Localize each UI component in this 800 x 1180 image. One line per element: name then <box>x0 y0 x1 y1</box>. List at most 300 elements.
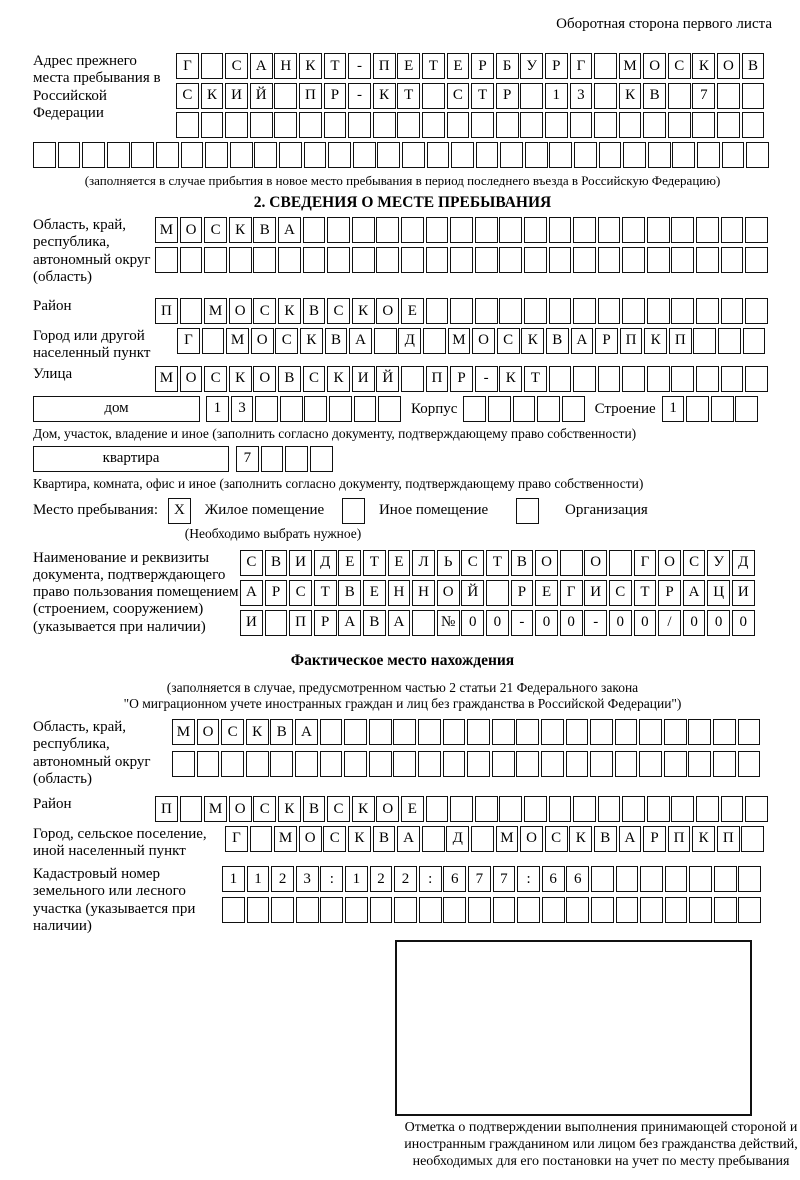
char-cell[interactable]: К <box>229 217 252 243</box>
char-cell[interactable]: Р <box>545 53 568 79</box>
char-cell[interactable]: С <box>240 550 263 576</box>
char-cell[interactable]: К <box>619 83 642 109</box>
char-cell[interactable] <box>412 610 435 636</box>
char-cell[interactable] <box>549 366 572 392</box>
char-cell[interactable] <box>711 396 734 422</box>
char-cell[interactable] <box>310 446 333 472</box>
char-cell[interactable]: Г <box>177 328 200 354</box>
char-cell[interactable]: Д <box>398 328 421 354</box>
char-cell[interactable]: К <box>300 328 323 354</box>
char-cell[interactable]: В <box>253 217 276 243</box>
char-cell[interactable]: : <box>517 866 540 892</box>
char-cell[interactable]: В <box>546 328 569 354</box>
char-cell[interactable] <box>643 112 666 138</box>
char-cell[interactable] <box>688 719 711 745</box>
char-cell[interactable] <box>622 366 645 392</box>
char-cell[interactable]: 0 <box>486 610 509 636</box>
char-cell[interactable]: Р <box>658 580 681 606</box>
char-cell[interactable]: С <box>303 366 326 392</box>
char-cell[interactable] <box>566 719 589 745</box>
char-cell[interactable]: 0 <box>560 610 583 636</box>
char-cell[interactable] <box>295 751 318 777</box>
char-cell[interactable] <box>327 217 350 243</box>
char-cell[interactable] <box>344 751 367 777</box>
char-cell[interactable]: Н <box>412 580 435 606</box>
char-cell[interactable] <box>492 719 515 745</box>
char-cell[interactable]: К <box>692 53 715 79</box>
char-cell[interactable] <box>598 796 621 822</box>
char-cell[interactable] <box>616 897 639 923</box>
char-cell[interactable]: С <box>327 298 350 324</box>
char-cell[interactable] <box>499 247 522 273</box>
char-cell[interactable] <box>696 247 719 273</box>
char-cell[interactable]: К <box>352 796 375 822</box>
char-cell[interactable] <box>426 217 449 243</box>
char-cell[interactable] <box>393 719 416 745</box>
char-cell[interactable]: И <box>584 580 607 606</box>
char-cell[interactable]: О <box>229 796 252 822</box>
char-cell[interactable]: 0 <box>634 610 657 636</box>
char-cell[interactable] <box>369 751 392 777</box>
char-cell[interactable]: К <box>327 366 350 392</box>
char-cell[interactable]: № <box>437 610 460 636</box>
char-cell[interactable]: 0 <box>683 610 706 636</box>
char-cell[interactable] <box>590 719 613 745</box>
char-cell[interactable]: 3 <box>570 83 593 109</box>
char-cell[interactable]: 6 <box>542 866 565 892</box>
char-cell[interactable]: А <box>571 328 594 354</box>
char-cell[interactable] <box>247 897 270 923</box>
char-cell[interactable]: К <box>373 83 396 109</box>
char-cell[interactable] <box>279 142 302 168</box>
char-cell[interactable] <box>468 897 491 923</box>
char-cell[interactable]: К <box>278 298 301 324</box>
char-cell[interactable] <box>696 366 719 392</box>
char-cell[interactable]: С <box>289 580 312 606</box>
char-cell[interactable]: С <box>204 217 227 243</box>
char-cell[interactable]: Р <box>265 580 288 606</box>
char-cell[interactable] <box>672 142 695 168</box>
char-cell[interactable] <box>537 396 560 422</box>
char-cell[interactable] <box>443 897 466 923</box>
char-cell[interactable] <box>718 328 741 354</box>
char-cell[interactable]: 0 <box>609 610 632 636</box>
char-cell[interactable] <box>648 142 671 168</box>
char-cell[interactable]: Т <box>471 83 494 109</box>
char-cell[interactable] <box>475 247 498 273</box>
char-cell[interactable]: М <box>274 826 297 852</box>
char-cell[interactable] <box>513 396 536 422</box>
char-cell[interactable] <box>443 751 466 777</box>
char-cell[interactable] <box>222 897 245 923</box>
char-cell[interactable] <box>516 751 539 777</box>
char-cell[interactable] <box>594 112 617 138</box>
char-cell[interactable]: П <box>155 796 178 822</box>
char-cell[interactable] <box>418 751 441 777</box>
char-cell[interactable]: Г <box>225 826 248 852</box>
char-cell[interactable]: П <box>289 610 312 636</box>
char-cell[interactable] <box>274 112 297 138</box>
char-cell[interactable] <box>176 112 199 138</box>
char-cell[interactable] <box>443 719 466 745</box>
char-cell[interactable] <box>696 217 719 243</box>
char-cell[interactable]: В <box>511 550 534 576</box>
char-cell[interactable] <box>713 719 736 745</box>
char-cell[interactable] <box>201 112 224 138</box>
char-cell[interactable]: Е <box>447 53 470 79</box>
char-cell[interactable] <box>692 112 715 138</box>
char-cell[interactable] <box>697 142 720 168</box>
char-cell[interactable]: М <box>155 366 178 392</box>
char-cell[interactable] <box>327 247 350 273</box>
char-cell[interactable] <box>721 298 744 324</box>
char-cell[interactable] <box>549 142 572 168</box>
char-cell[interactable] <box>250 112 273 138</box>
char-cell[interactable] <box>742 83 765 109</box>
char-cell[interactable]: Н <box>388 580 411 606</box>
char-cell[interactable] <box>373 112 396 138</box>
char-cell[interactable] <box>304 142 327 168</box>
char-cell[interactable]: Р <box>643 826 666 852</box>
char-cell[interactable] <box>401 247 424 273</box>
char-cell[interactable] <box>393 751 416 777</box>
char-cell[interactable]: 2 <box>271 866 294 892</box>
char-cell[interactable] <box>320 897 343 923</box>
char-cell[interactable]: О <box>180 366 203 392</box>
char-cell[interactable] <box>738 751 761 777</box>
char-cell[interactable] <box>717 83 740 109</box>
char-cell[interactable] <box>376 247 399 273</box>
char-cell[interactable] <box>450 796 473 822</box>
char-cell[interactable]: 2 <box>394 866 417 892</box>
char-cell[interactable]: Д <box>732 550 755 576</box>
char-cell[interactable]: 7 <box>236 446 259 472</box>
char-cell[interactable]: П <box>669 328 692 354</box>
char-cell[interactable] <box>304 396 327 422</box>
char-cell[interactable] <box>250 826 273 852</box>
char-cell[interactable]: О <box>535 550 558 576</box>
char-cell[interactable]: Н <box>274 53 297 79</box>
char-cell[interactable]: С <box>221 719 244 745</box>
char-cell[interactable]: С <box>225 53 248 79</box>
char-cell[interactable] <box>246 751 269 777</box>
char-cell[interactable]: А <box>295 719 318 745</box>
char-cell[interactable]: П <box>155 298 178 324</box>
char-cell[interactable] <box>475 796 498 822</box>
char-cell[interactable]: О <box>197 719 220 745</box>
char-cell[interactable] <box>156 142 179 168</box>
char-cell[interactable]: М <box>619 53 642 79</box>
house-type-box[interactable]: дом <box>33 396 200 422</box>
char-cell[interactable]: О <box>437 580 460 606</box>
char-cell[interactable]: В <box>643 83 666 109</box>
char-cell[interactable]: П <box>717 826 740 852</box>
char-cell[interactable] <box>467 751 490 777</box>
char-cell[interactable]: 1 <box>222 866 245 892</box>
char-cell[interactable] <box>598 217 621 243</box>
char-cell[interactable] <box>225 112 248 138</box>
char-cell[interactable] <box>155 247 178 273</box>
char-cell[interactable]: Р <box>314 610 337 636</box>
char-cell[interactable]: К <box>521 328 544 354</box>
char-cell[interactable] <box>560 550 583 576</box>
char-cell[interactable] <box>524 247 547 273</box>
char-cell[interactable]: П <box>620 328 643 354</box>
char-cell[interactable] <box>58 142 81 168</box>
char-cell[interactable] <box>180 298 203 324</box>
char-cell[interactable] <box>566 897 589 923</box>
char-cell[interactable] <box>450 217 473 243</box>
char-cell[interactable] <box>471 112 494 138</box>
char-cell[interactable]: М <box>204 796 227 822</box>
char-cell[interactable] <box>573 366 596 392</box>
char-cell[interactable] <box>422 83 445 109</box>
char-cell[interactable] <box>328 142 351 168</box>
char-cell[interactable]: В <box>338 580 361 606</box>
char-cell[interactable] <box>418 719 441 745</box>
char-cell[interactable] <box>541 751 564 777</box>
char-cell[interactable] <box>689 897 712 923</box>
char-cell[interactable]: Г <box>560 580 583 606</box>
char-cell[interactable]: О <box>658 550 681 576</box>
char-cell[interactable]: Р <box>324 83 347 109</box>
char-cell[interactable] <box>401 217 424 243</box>
char-cell[interactable] <box>520 112 543 138</box>
char-cell[interactable]: В <box>278 366 301 392</box>
char-cell[interactable] <box>665 866 688 892</box>
char-cell[interactable]: М <box>226 328 249 354</box>
char-cell[interactable]: У <box>707 550 730 576</box>
char-cell[interactable] <box>265 610 288 636</box>
char-cell[interactable]: Е <box>401 796 424 822</box>
char-cell[interactable] <box>352 247 375 273</box>
char-cell[interactable] <box>270 751 293 777</box>
char-cell[interactable] <box>324 112 347 138</box>
char-cell[interactable]: А <box>338 610 361 636</box>
char-cell[interactable] <box>344 719 367 745</box>
char-cell[interactable]: Р <box>595 328 618 354</box>
char-cell[interactable]: В <box>373 826 396 852</box>
char-cell[interactable] <box>573 247 596 273</box>
char-cell[interactable] <box>271 897 294 923</box>
char-cell[interactable] <box>713 751 736 777</box>
char-cell[interactable]: К <box>569 826 592 852</box>
char-cell[interactable] <box>422 112 445 138</box>
char-cell[interactable] <box>623 142 646 168</box>
char-cell[interactable] <box>280 396 303 422</box>
char-cell[interactable] <box>475 298 498 324</box>
stay-type-organization-checkbox[interactable] <box>516 498 539 524</box>
char-cell[interactable]: П <box>426 366 449 392</box>
char-cell[interactable] <box>476 142 499 168</box>
char-cell[interactable] <box>205 142 228 168</box>
char-cell[interactable]: 1 <box>662 396 685 422</box>
char-cell[interactable] <box>591 866 614 892</box>
stay-type-residential-checkbox[interactable]: X <box>168 498 191 524</box>
char-cell[interactable] <box>229 247 252 273</box>
char-cell[interactable]: Й <box>376 366 399 392</box>
char-cell[interactable]: И <box>352 366 375 392</box>
char-cell[interactable] <box>640 897 663 923</box>
char-cell[interactable]: К <box>644 328 667 354</box>
char-cell[interactable] <box>524 217 547 243</box>
char-cell[interactable] <box>665 897 688 923</box>
char-cell[interactable]: С <box>204 366 227 392</box>
char-cell[interactable]: В <box>594 826 617 852</box>
char-cell[interactable]: Т <box>486 550 509 576</box>
char-cell[interactable]: Д <box>446 826 469 852</box>
char-cell[interactable] <box>696 796 719 822</box>
char-cell[interactable]: О <box>229 298 252 324</box>
char-cell[interactable]: И <box>225 83 248 109</box>
char-cell[interactable]: В <box>270 719 293 745</box>
char-cell[interactable] <box>721 247 744 273</box>
char-cell[interactable] <box>647 247 670 273</box>
char-cell[interactable]: С <box>545 826 568 852</box>
char-cell[interactable] <box>296 897 319 923</box>
char-cell[interactable]: А <box>388 610 411 636</box>
char-cell[interactable]: С <box>683 550 706 576</box>
char-cell[interactable] <box>738 719 761 745</box>
char-cell[interactable]: О <box>253 366 276 392</box>
char-cell[interactable]: Е <box>397 53 420 79</box>
char-cell[interactable]: 1 <box>345 866 368 892</box>
char-cell[interactable] <box>374 328 397 354</box>
char-cell[interactable] <box>545 112 568 138</box>
char-cell[interactable]: М <box>496 826 519 852</box>
char-cell[interactable] <box>722 142 745 168</box>
char-cell[interactable]: Г <box>176 53 199 79</box>
char-cell[interactable] <box>721 366 744 392</box>
char-cell[interactable]: О <box>520 826 543 852</box>
char-cell[interactable] <box>320 751 343 777</box>
char-cell[interactable]: К <box>692 826 715 852</box>
char-cell[interactable] <box>517 897 540 923</box>
char-cell[interactable] <box>622 217 645 243</box>
char-cell[interactable]: 1 <box>545 83 568 109</box>
char-cell[interactable] <box>668 83 691 109</box>
char-cell[interactable]: Б <box>496 53 519 79</box>
char-cell[interactable]: П <box>373 53 396 79</box>
char-cell[interactable]: О <box>584 550 607 576</box>
char-cell[interactable] <box>671 366 694 392</box>
char-cell[interactable] <box>274 83 297 109</box>
char-cell[interactable] <box>82 142 105 168</box>
char-cell[interactable]: Ц <box>707 580 730 606</box>
char-cell[interactable] <box>376 217 399 243</box>
char-cell[interactable]: О <box>643 53 666 79</box>
char-cell[interactable] <box>745 298 768 324</box>
char-cell[interactable] <box>204 247 227 273</box>
char-cell[interactable] <box>467 719 490 745</box>
char-cell[interactable] <box>573 796 596 822</box>
char-cell[interactable] <box>370 897 393 923</box>
char-cell[interactable] <box>131 142 154 168</box>
char-cell[interactable] <box>647 217 670 243</box>
char-cell[interactable] <box>590 751 613 777</box>
char-cell[interactable]: 7 <box>692 83 715 109</box>
char-cell[interactable]: И <box>240 610 263 636</box>
char-cell[interactable]: 3 <box>231 396 254 422</box>
char-cell[interactable] <box>348 112 371 138</box>
apartment-type-box[interactable]: квартира <box>33 446 229 472</box>
char-cell[interactable]: Р <box>471 53 494 79</box>
char-cell[interactable] <box>647 366 670 392</box>
char-cell[interactable]: М <box>204 298 227 324</box>
char-cell[interactable]: Й <box>461 580 484 606</box>
char-cell[interactable]: С <box>253 796 276 822</box>
char-cell[interactable]: Т <box>422 53 445 79</box>
char-cell[interactable]: А <box>278 217 301 243</box>
char-cell[interactable] <box>255 396 278 422</box>
char-cell[interactable]: К <box>246 719 269 745</box>
char-cell[interactable] <box>745 247 768 273</box>
char-cell[interactable]: Г <box>570 53 593 79</box>
char-cell[interactable]: - <box>348 83 371 109</box>
char-cell[interactable]: Д <box>314 550 337 576</box>
char-cell[interactable] <box>671 217 694 243</box>
char-cell[interactable] <box>320 719 343 745</box>
char-cell[interactable] <box>573 217 596 243</box>
char-cell[interactable] <box>500 142 523 168</box>
char-cell[interactable]: : <box>419 866 442 892</box>
char-cell[interactable]: К <box>352 298 375 324</box>
char-cell[interactable] <box>345 897 368 923</box>
char-cell[interactable] <box>616 866 639 892</box>
char-cell[interactable]: 3 <box>296 866 319 892</box>
char-cell[interactable] <box>496 112 519 138</box>
char-cell[interactable] <box>353 142 376 168</box>
char-cell[interactable] <box>261 446 284 472</box>
char-cell[interactable] <box>689 866 712 892</box>
char-cell[interactable] <box>693 328 716 354</box>
char-cell[interactable]: Ь <box>437 550 460 576</box>
char-cell[interactable] <box>619 112 642 138</box>
char-cell[interactable] <box>181 142 204 168</box>
char-cell[interactable] <box>524 298 547 324</box>
char-cell[interactable] <box>419 897 442 923</box>
char-cell[interactable]: О <box>299 826 322 852</box>
char-cell[interactable] <box>450 298 473 324</box>
char-cell[interactable] <box>303 217 326 243</box>
char-cell[interactable] <box>426 796 449 822</box>
char-cell[interactable]: П <box>299 83 322 109</box>
char-cell[interactable]: К <box>278 796 301 822</box>
char-cell[interactable]: В <box>303 796 326 822</box>
char-cell[interactable] <box>221 751 244 777</box>
char-cell[interactable] <box>745 217 768 243</box>
char-cell[interactable] <box>598 298 621 324</box>
char-cell[interactable]: 2 <box>370 866 393 892</box>
char-cell[interactable] <box>717 112 740 138</box>
char-cell[interactable] <box>598 366 621 392</box>
char-cell[interactable] <box>426 247 449 273</box>
char-cell[interactable]: А <box>240 580 263 606</box>
char-cell[interactable]: И <box>289 550 312 576</box>
char-cell[interactable] <box>329 396 352 422</box>
char-cell[interactable]: 0 <box>461 610 484 636</box>
stay-type-other-checkbox[interactable] <box>342 498 365 524</box>
char-cell[interactable] <box>742 112 765 138</box>
char-cell[interactable] <box>492 751 515 777</box>
char-cell[interactable] <box>426 298 449 324</box>
char-cell[interactable]: О <box>717 53 740 79</box>
char-cell[interactable] <box>688 751 711 777</box>
char-cell[interactable]: Е <box>363 580 386 606</box>
char-cell[interactable] <box>746 142 769 168</box>
char-cell[interactable] <box>33 142 56 168</box>
char-cell[interactable] <box>639 719 662 745</box>
